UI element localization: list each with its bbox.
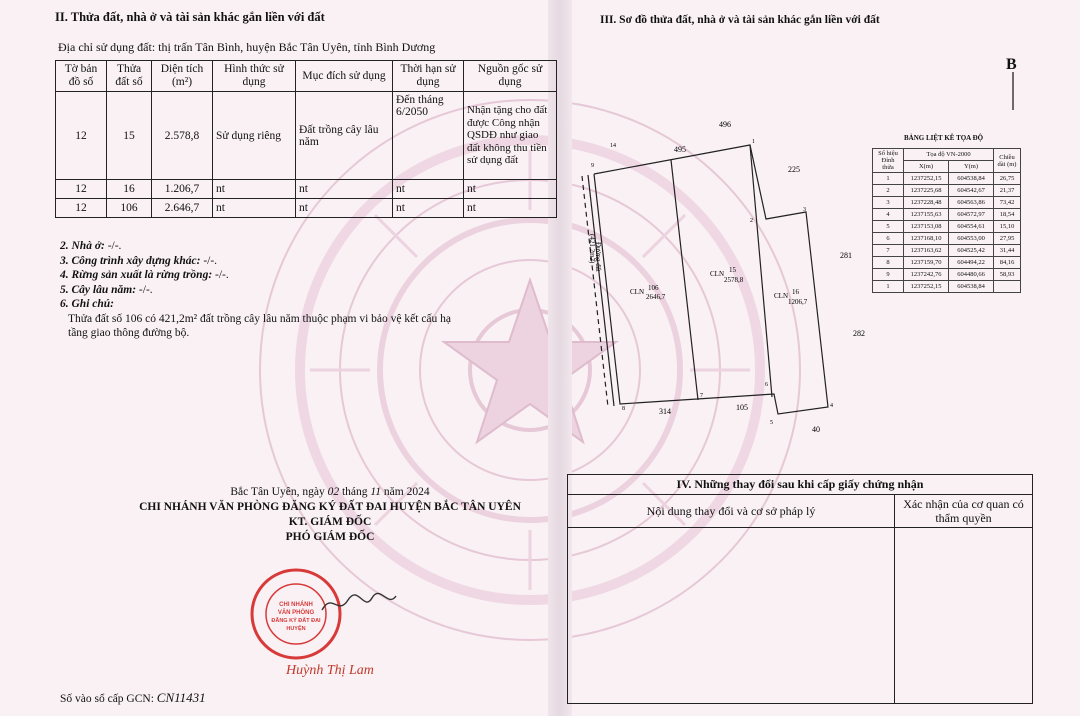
coords-cell: 1237252,15 bbox=[904, 281, 949, 293]
coords-cell: 15,10 bbox=[994, 221, 1021, 233]
coords-cell: 21,37 bbox=[994, 185, 1021, 197]
remark-line: tầng giao thông đường bộ. bbox=[68, 327, 190, 339]
parcel-cln: CLN bbox=[630, 288, 644, 296]
col-use-form: Hình thức sử dụng bbox=[213, 61, 296, 92]
coords-cell: 27,95 bbox=[994, 233, 1021, 245]
changes-col2-header: Xác nhận của cơ quan có thẩm quyền bbox=[895, 495, 1032, 528]
coords-cell: 604572,97 bbox=[949, 209, 994, 221]
coords-cell: 1 bbox=[873, 173, 904, 185]
note-value: -/-. bbox=[215, 269, 229, 281]
col-map-sheet: Tờ bản đồ số bbox=[56, 61, 107, 92]
coords-cell: 1237155,63 bbox=[904, 209, 949, 221]
notes-block bbox=[60, 239, 451, 341]
coords-cell: 18,54 bbox=[994, 209, 1021, 221]
coords-header: X(m) bbox=[904, 161, 949, 173]
map-label: 495 bbox=[674, 145, 686, 154]
table-row bbox=[56, 199, 557, 218]
coords-cell: 604494,22 bbox=[949, 257, 994, 269]
kt-director: KT. GIÁM ĐỐC bbox=[288, 516, 372, 528]
coords-cell: 4 bbox=[873, 209, 904, 221]
note-value: -/-. bbox=[203, 254, 218, 267]
cell: 1.206,7 bbox=[152, 180, 213, 199]
coords-cell: 1237163,62 bbox=[904, 245, 949, 257]
coords-header: Tọa độ VN-2000 bbox=[904, 149, 994, 161]
table-header-row bbox=[56, 61, 557, 92]
note-house bbox=[60, 239, 451, 254]
coords-cell: 604538,84 bbox=[949, 173, 994, 185]
coords-cell: 5 bbox=[873, 221, 904, 233]
cell: nt bbox=[296, 199, 393, 218]
issue-date bbox=[110, 486, 550, 498]
cell: nt bbox=[393, 199, 464, 218]
corridor-label: (421,2m2) bbox=[588, 234, 596, 264]
note-value: -/-. bbox=[138, 283, 153, 296]
col-term: Thời hạn sử dụng bbox=[393, 61, 464, 92]
cell: 12 bbox=[56, 180, 107, 199]
parcel-cln: CLN bbox=[774, 292, 788, 300]
vertex-label: 9 bbox=[591, 163, 594, 169]
cell: 16 bbox=[107, 180, 152, 199]
coords-title: BẢNG LIỆT KÊ TỌA ĐỘ bbox=[904, 134, 984, 142]
coords-table bbox=[872, 148, 1021, 293]
map-label: 105 bbox=[736, 403, 748, 412]
col-origin: Nguồn gốc sử dụng bbox=[464, 61, 557, 92]
coords-cell: 26,75 bbox=[994, 173, 1021, 185]
coords-cell: 3 bbox=[873, 197, 904, 209]
coords-cell: 1237252,15 bbox=[904, 173, 949, 185]
note-label: 3. Công trình xây dựng khác: bbox=[60, 254, 201, 267]
cell: nt bbox=[296, 180, 393, 199]
col-purpose: Mục đích sử dụng bbox=[296, 61, 393, 92]
date-month-label: tháng bbox=[341, 486, 368, 498]
date-prefix: Bắc Tân Uyên, ngày bbox=[230, 486, 325, 498]
note-label: 5. Cây lâu năm: bbox=[60, 283, 137, 296]
cell: Đất trồng cây lâu năm bbox=[296, 92, 393, 180]
parcel-number: 16 bbox=[792, 288, 799, 296]
cell: 2.646,7 bbox=[152, 199, 213, 218]
cell: 2.578,8 bbox=[152, 92, 213, 180]
signature-block bbox=[110, 486, 550, 543]
coords-cell: 1 bbox=[873, 281, 904, 293]
note-other-works bbox=[60, 254, 451, 269]
coords-cell: 604553,00 bbox=[949, 233, 994, 245]
coords-row bbox=[873, 269, 1021, 281]
note-label: 4. Rừng sản xuất là rừng trồng: bbox=[60, 269, 213, 281]
parcel-number: 106 bbox=[648, 284, 659, 292]
table-row bbox=[56, 180, 557, 199]
coords-row bbox=[873, 233, 1021, 245]
cell: nt bbox=[213, 199, 296, 218]
note-label: 2. Nhà ở: bbox=[60, 240, 105, 252]
coords-header: Y(m) bbox=[949, 161, 994, 173]
parcel-diagram bbox=[574, 112, 874, 442]
svg-text:ĐĂNG KÝ ĐẤT ĐAI: ĐĂNG KÝ ĐẤT ĐAI bbox=[271, 618, 321, 624]
signer-name: Huỳnh Thị Lam bbox=[286, 663, 374, 678]
cell: nt bbox=[213, 180, 296, 199]
coords-cell: 1237159,70 bbox=[904, 257, 949, 269]
table-row bbox=[56, 92, 557, 180]
note-trees bbox=[60, 283, 451, 298]
road-edge bbox=[588, 175, 614, 406]
vertex-label: 3 bbox=[803, 207, 806, 213]
coords-cell: 84,16 bbox=[994, 257, 1021, 269]
coords-cell: 604525,42 bbox=[949, 245, 994, 257]
cell: 15 bbox=[107, 92, 152, 180]
note-value: -/-. bbox=[107, 240, 122, 252]
coords-cell: 9 bbox=[873, 269, 904, 281]
coords-row bbox=[873, 185, 1021, 197]
col-parcel-no: Thửa đất số bbox=[107, 61, 152, 92]
vertex-label: 4 bbox=[830, 403, 833, 409]
coords-cell: 604538,84 bbox=[949, 281, 994, 293]
note-label: 6. Ghi chú: bbox=[60, 298, 114, 310]
section2-title: II. Thửa đất, nhà ở và tài sản khác gắn liền với đất bbox=[55, 10, 325, 24]
coords-cell: 1237228,48 bbox=[904, 197, 949, 209]
registry-number bbox=[60, 690, 206, 706]
coords-header-row bbox=[873, 149, 1021, 161]
coords-cell: 1237168,10 bbox=[904, 233, 949, 245]
map-label: 282 bbox=[853, 329, 865, 338]
date-month: 11 bbox=[370, 486, 382, 498]
map-label: 496 bbox=[719, 120, 731, 129]
remark-line: Thửa đất số 106 có 421,2m² đất trồng cây lâu năm thuộc phạm vi bảo vệ kết cấu hạ bbox=[68, 312, 452, 325]
road-label: Đường đất bbox=[594, 242, 602, 272]
office-name: CHI NHÁNH VĂN PHÒNG ĐĂNG KÝ ĐẤT ĐAI HUYỆN BẮC TÂN UYÊN bbox=[139, 501, 521, 513]
coords-row bbox=[873, 245, 1021, 257]
section4-title: IV. Những thay đổi sau khi cấp giấy chứng nhận bbox=[568, 475, 1032, 495]
date-day: 02 bbox=[327, 486, 340, 498]
coords-cell: 604554,61 bbox=[949, 221, 994, 233]
vertex-label: 6 bbox=[765, 382, 768, 388]
note-remark bbox=[60, 297, 451, 312]
map-label: 225 bbox=[788, 165, 800, 174]
cell: nt bbox=[393, 180, 464, 199]
coords-cell: 604542,67 bbox=[949, 185, 994, 197]
parcel-area: 1206,7 bbox=[788, 298, 808, 306]
map-label: 314 bbox=[659, 407, 671, 416]
coords-header: Chiều dài (m) bbox=[994, 149, 1021, 173]
cell: nt bbox=[464, 180, 557, 199]
north-arrow-label: B bbox=[1006, 56, 1017, 73]
coords-cell bbox=[994, 281, 1021, 293]
cell: 12 bbox=[56, 92, 107, 180]
coords-cell: 7 bbox=[873, 245, 904, 257]
parcel-divider bbox=[750, 145, 772, 397]
vertex-label: 2 bbox=[750, 218, 753, 224]
parcel-divider bbox=[671, 160, 698, 400]
coords-cell: 604563,86 bbox=[949, 197, 994, 209]
note-forest bbox=[60, 268, 451, 283]
date-year: 2024 bbox=[406, 486, 430, 498]
cell: 106 bbox=[107, 199, 152, 218]
parcel-area: 2646,7 bbox=[646, 293, 666, 301]
parcel-table bbox=[55, 60, 557, 218]
section3-title: III. Sơ đồ thửa đất, nhà ở và tài sản khác gắn liền với đất bbox=[600, 14, 880, 26]
coords-cell: 73,42 bbox=[994, 197, 1021, 209]
coords-cell: 1237153,08 bbox=[904, 221, 949, 233]
coords-row bbox=[873, 209, 1021, 221]
coords-cell: 6 bbox=[873, 233, 904, 245]
vertex-label: 7 bbox=[700, 393, 703, 399]
coords-cell: 31,44 bbox=[994, 245, 1021, 257]
svg-text:HUYỆN: HUYỆN bbox=[286, 626, 306, 632]
vertex-label: 1 bbox=[752, 139, 755, 145]
coords-cell: 2 bbox=[873, 185, 904, 197]
changes-col1-header: Nội dung thay đổi và cơ sở pháp lý bbox=[568, 495, 894, 528]
parcel-area: 2578,8 bbox=[724, 276, 744, 284]
coords-row bbox=[873, 257, 1021, 269]
coords-cell: 1237242,76 bbox=[904, 269, 949, 281]
parcel-boundary bbox=[594, 145, 828, 414]
vertex-label: 8 bbox=[622, 406, 625, 412]
cell: Nhận tặng cho đất được Công nhận QSDĐ như giao đất không thu tiền sử dụng đất bbox=[464, 92, 557, 180]
svg-text:VĂN PHÒNG: VĂN PHÒNG bbox=[277, 610, 315, 616]
land-address: Địa chỉ sử dụng đất: thị trấn Tân Bình, huyện Bắc Tân Uyên, tỉnh Bình Dương bbox=[58, 40, 436, 54]
parcel-cln: CLN bbox=[710, 270, 724, 278]
coords-body bbox=[873, 173, 1021, 293]
coords-row bbox=[873, 173, 1021, 185]
road-edge bbox=[582, 176, 608, 407]
parcel-number: 15 bbox=[729, 266, 736, 274]
svg-text:CHI NHÁNH: CHI NHÁNH bbox=[279, 602, 313, 608]
registry-label: Số vào sổ cấp GCN: bbox=[60, 693, 154, 705]
coords-cell: 604480,66 bbox=[949, 269, 994, 281]
date-year-label: năm bbox=[383, 486, 404, 498]
cell: nt bbox=[464, 199, 557, 218]
cell: Đến tháng 6/2050 bbox=[393, 92, 464, 180]
map-label: 281 bbox=[840, 251, 852, 260]
map-label: 14 bbox=[610, 143, 616, 149]
coords-row bbox=[873, 197, 1021, 209]
map-label: 40 bbox=[812, 425, 820, 434]
changes-box bbox=[567, 474, 1033, 704]
coords-cell: 58,93 bbox=[994, 269, 1021, 281]
coords-cell: 1237225,68 bbox=[904, 185, 949, 197]
handwritten-signature-icon bbox=[318, 588, 398, 618]
cell: 12 bbox=[56, 199, 107, 218]
coords-row bbox=[873, 221, 1021, 233]
north-arrow-icon bbox=[1008, 72, 1018, 112]
col-area: Diện tích (m²) bbox=[152, 61, 213, 92]
coords-cell: 8 bbox=[873, 257, 904, 269]
vertex-label: 5 bbox=[770, 420, 773, 426]
deputy-director: PHÓ GIÁM ĐỐC bbox=[285, 531, 375, 543]
cell: Sử dụng riêng bbox=[213, 92, 296, 180]
coords-row bbox=[873, 281, 1021, 293]
coords-header: Số hiệu Đỉnh thửa bbox=[873, 149, 904, 173]
registry-value: CN11431 bbox=[156, 690, 206, 705]
